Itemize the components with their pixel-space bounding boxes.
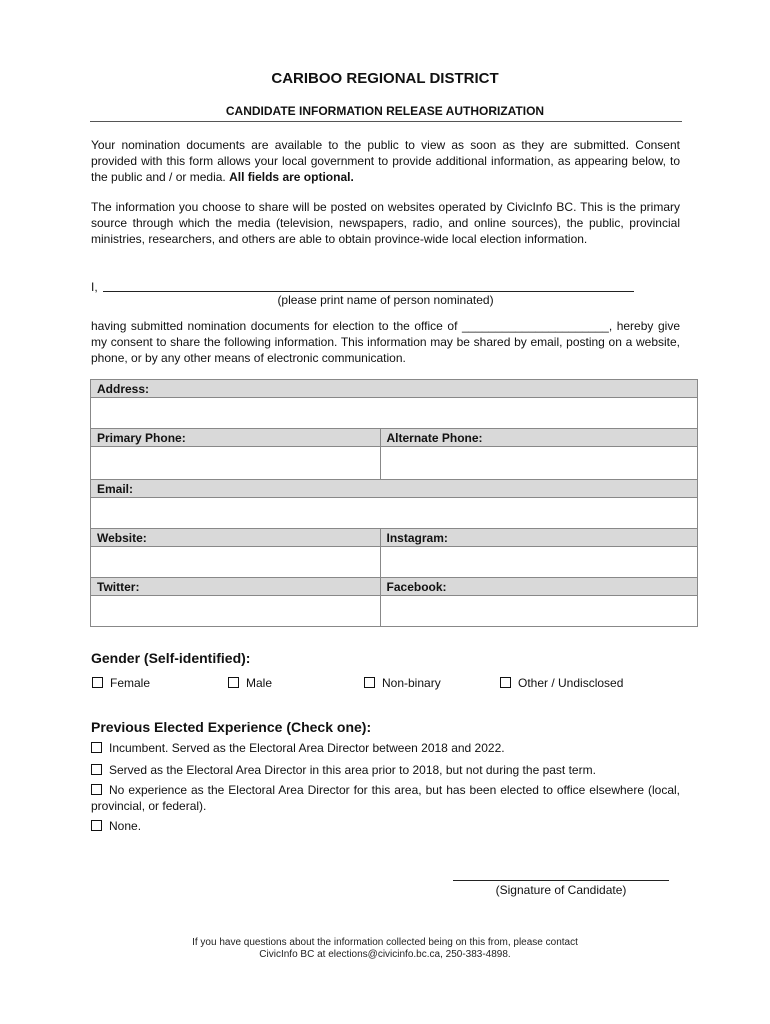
- experience-option-incumbent[interactable]: [91, 740, 680, 756]
- checkbox-icon[interactable]: [92, 677, 103, 688]
- gender-option-label: Non-binary: [382, 676, 441, 690]
- experience-option-label: Served as the Electoral Area Director in this area prior to 2018, but not during the past term.: [109, 763, 596, 777]
- intro-optional-note: All fields are optional.: [229, 170, 354, 184]
- website-field[interactable]: [91, 547, 381, 578]
- consent-paragraph: having submitted nomination documents for election to the office of ______________________, hereby give my consent to share the following information. This information may be shared by email, posting on a website, phone, or by any other means of electronic communication.: [91, 319, 680, 365]
- experience-option-label: Incumbent. Served as the Electoral Area Director between 2018 and 2022.: [109, 741, 505, 755]
- checkbox-icon[interactable]: [91, 764, 102, 775]
- email-field[interactable]: [91, 498, 698, 529]
- signature-caption: (Signature of Candidate): [495, 883, 627, 897]
- footer-line-1: If you have questions about the information collected being on this from, please contact: [192, 937, 578, 948]
- nominee-name-line[interactable]: [103, 291, 634, 292]
- experience-option-label: None.: [109, 819, 142, 833]
- experience-option-label: No experience as the Electoral Area Director for this area, but has been elected to office elsewhere (local, provincial, or federal).: [91, 783, 680, 813]
- name-prefix: I,: [91, 280, 98, 294]
- alternate-phone-label: Alternate Phone:: [380, 429, 697, 447]
- document-title: CARIBOO REGIONAL DISTRICT: [271, 70, 499, 87]
- checkbox-icon[interactable]: [91, 820, 102, 831]
- gender-option-non-binary[interactable]: [364, 676, 441, 690]
- intro-text: Your nomination documents are available to the public to view as soon as they are submitted. Consent provided with this form allows your local government to provide additional information, as appearing below, to the public and / or media.: [91, 138, 680, 184]
- twitter-field[interactable]: [91, 596, 381, 627]
- alternate-phone-field[interactable]: [380, 447, 697, 480]
- checkbox-icon[interactable]: [91, 742, 102, 753]
- intro-paragraph-1: [91, 137, 680, 185]
- title-rule: [90, 121, 682, 122]
- twitter-label: Twitter:: [91, 578, 381, 596]
- experience-option-prior[interactable]: [91, 762, 680, 778]
- gender-option-male[interactable]: [228, 676, 272, 690]
- experience-heading: Previous Elected Experience (Check one):: [91, 719, 372, 735]
- experience-option-elsewhere[interactable]: [91, 782, 680, 814]
- primary-phone-field[interactable]: [91, 447, 381, 480]
- instagram-label: Instagram:: [380, 529, 697, 547]
- nominee-name-caption: (please print name of person nominated): [277, 293, 494, 307]
- intro-paragraph-2: The information you choose to share will be posted on websites operated by CivicInfo BC. This is the primary source through which the media (television, newspapers, radio, and online sources), the public, provincial ministries, researchers, and others are able to obtain province-wide local election information.: [91, 200, 680, 246]
- instagram-field[interactable]: [380, 547, 697, 578]
- email-label: Email:: [91, 480, 698, 498]
- checkbox-icon[interactable]: [364, 677, 375, 688]
- gender-option-label: Female: [110, 676, 151, 690]
- facebook-field[interactable]: [380, 596, 697, 627]
- footer-line-2: CivicInfo BC at elections@civicinfo.bc.ca, 250-383-4898.: [259, 949, 511, 960]
- address-field[interactable]: [91, 398, 698, 429]
- gender-option-female[interactable]: [92, 676, 150, 690]
- website-label: Website:: [91, 529, 381, 547]
- signature-line[interactable]: [453, 880, 669, 881]
- gender-option-label: Other / Undisclosed: [518, 676, 624, 690]
- facebook-label: Facebook:: [380, 578, 697, 596]
- checkbox-icon[interactable]: [500, 677, 511, 688]
- checkbox-icon[interactable]: [91, 784, 102, 795]
- gender-heading: Gender (Self-identified):: [91, 650, 251, 666]
- checkbox-icon[interactable]: [228, 677, 239, 688]
- address-label: Address:: [91, 380, 698, 398]
- document-subtitle: CANDIDATE INFORMATION RELEASE AUTHORIZATION: [225, 104, 545, 118]
- experience-option-none[interactable]: [91, 818, 680, 834]
- primary-phone-label: Primary Phone:: [91, 429, 381, 447]
- gender-option-other[interactable]: [500, 676, 623, 690]
- contact-info-table: [90, 379, 698, 627]
- gender-option-label: Male: [246, 676, 273, 690]
